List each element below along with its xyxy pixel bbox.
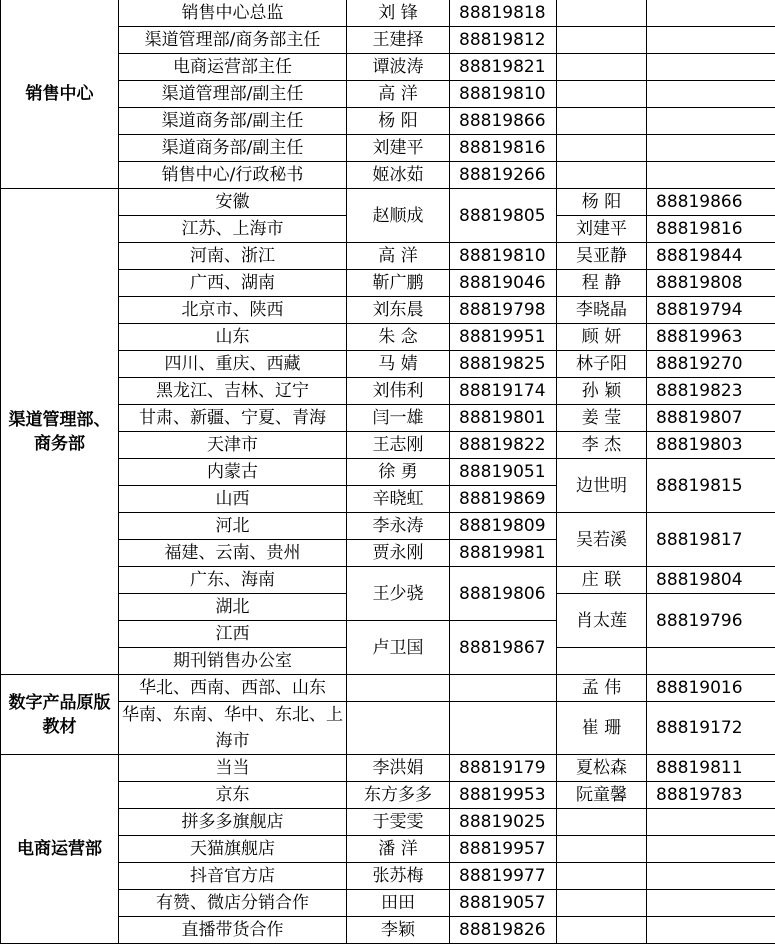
region-cell: 内蒙古	[119, 459, 347, 486]
assistant-phone: 88819796	[647, 594, 775, 648]
phone-number: 88819818	[450, 0, 557, 27]
manager-name: 朱 念	[347, 324, 450, 351]
assistant-name: 边世明	[557, 459, 647, 513]
manager-name: 卢卫国	[347, 621, 450, 675]
assistant-name: 庄 联	[557, 567, 647, 594]
region-cell: 江苏、上海市	[119, 216, 347, 243]
position-title: 电商运营部主任	[119, 54, 347, 81]
assistant-name: 程 静	[557, 270, 647, 297]
channel-cell: 京东	[119, 782, 347, 809]
empty-cell	[557, 54, 647, 81]
person-name: 谭波涛	[347, 54, 450, 81]
assistant-name: 吴亚静	[557, 243, 647, 270]
channel-cell: 抖音官方店	[119, 863, 347, 890]
assistant-phone: 88819963	[647, 324, 775, 351]
person-name: 刘建平	[347, 135, 450, 162]
empty-cell	[647, 0, 775, 27]
manager-name: 刘东晨	[347, 297, 450, 324]
manager-phone: 88819806	[450, 567, 557, 621]
empty-cell	[647, 162, 775, 189]
manager-phone: 88819822	[450, 432, 557, 459]
contact-name: 阮童馨	[557, 782, 647, 809]
contact-name: 夏松森	[557, 755, 647, 782]
empty-cell	[557, 836, 647, 863]
empty-cell	[647, 27, 775, 54]
position-title: 渠道管理部/副主任	[119, 81, 347, 108]
empty-cell	[450, 702, 557, 755]
position-title: 销售中心总监	[119, 0, 347, 27]
empty-cell	[557, 81, 647, 108]
region-cell: 甘肃、新疆、宁夏、青海	[119, 405, 347, 432]
manager-name: 王少骁	[347, 567, 450, 621]
phone-number: 88819821	[450, 54, 557, 81]
empty-cell	[347, 675, 450, 702]
manager-phone: 88819174	[450, 378, 557, 405]
empty-cell	[647, 81, 775, 108]
empty-cell	[450, 675, 557, 702]
empty-cell	[557, 917, 647, 944]
phone-number: 88819826	[450, 917, 557, 944]
person-name: 潘 洋	[347, 836, 450, 863]
phone-number: 88819266	[450, 162, 557, 189]
region-cell: 黑龙江、吉林、辽宁	[119, 378, 347, 405]
person-name: 东方多多	[347, 782, 450, 809]
assistant-phone: 88819817	[647, 513, 775, 567]
manager-phone: 88819867	[450, 621, 557, 675]
person-name: 王建择	[347, 27, 450, 54]
section-label-digital: 数字产品原版教材	[1, 675, 119, 755]
manager-name: 赵顺成	[347, 189, 450, 243]
section-label-sales: 销售中心	[1, 0, 119, 189]
region-cell: 四川、重庆、西藏	[119, 351, 347, 378]
empty-cell	[557, 108, 647, 135]
manager-name: 闫一雄	[347, 405, 450, 432]
channel-cell: 拼多多旗舰店	[119, 809, 347, 836]
assistant-name: 林子阳	[557, 351, 647, 378]
position-title: 渠道商务部/副主任	[119, 108, 347, 135]
region-cell: 山东	[119, 324, 347, 351]
assistant-name: 李晓晶	[557, 297, 647, 324]
empty-cell	[647, 135, 775, 162]
region-cell: 北京市、陕西	[119, 297, 347, 324]
position-title: 销售中心/行政秘书	[119, 162, 347, 189]
section-label-channel: 渠道管理部、商务部	[1, 189, 119, 675]
person-name: 高 洋	[347, 81, 450, 108]
channel-cell: 天猫旗舰店	[119, 836, 347, 863]
assistant-phone: 88819804	[647, 567, 775, 594]
region-cell: 华北、西南、西部、山东	[119, 675, 347, 702]
person-name: 张苏梅	[347, 863, 450, 890]
manager-phone: 88819805	[450, 189, 557, 243]
assistant-phone: 88819270	[647, 351, 775, 378]
position-title: 渠道管理部/商务部主任	[119, 27, 347, 54]
person-name: 田田	[347, 890, 450, 917]
phone-number: 88819057	[450, 890, 557, 917]
region-cell: 湖北	[119, 594, 347, 621]
empty-cell	[647, 809, 775, 836]
phone-number: 88819812	[450, 27, 557, 54]
phone-number: 88819953	[450, 782, 557, 809]
region-cell: 福建、云南、贵州	[119, 540, 347, 567]
manager-name: 李永涛	[347, 513, 450, 540]
manager-phone: 88819825	[450, 351, 557, 378]
manager-phone: 88819801	[450, 405, 557, 432]
assistant-phone: 88819808	[647, 270, 775, 297]
region-cell: 河南、浙江	[119, 243, 347, 270]
manager-phone: 88819809	[450, 513, 557, 540]
empty-cell	[647, 917, 775, 944]
empty-cell	[557, 890, 647, 917]
assistant-name: 刘建平	[557, 216, 647, 243]
region-cell: 山西	[119, 486, 347, 513]
contact-phone: 88819016	[647, 675, 775, 702]
assistant-name: 肖太莲	[557, 594, 647, 648]
phone-number: 88819977	[450, 863, 557, 890]
empty-cell	[647, 108, 775, 135]
manager-phone: 88819051	[450, 459, 557, 486]
region-cell: 广西、湖南	[119, 270, 347, 297]
empty-cell	[647, 648, 775, 675]
channel-cell: 有赞、微店分销合作	[119, 890, 347, 917]
table-row	[1, 755, 775, 782]
manager-name: 王志刚	[347, 432, 450, 459]
manager-name: 马 婧	[347, 351, 450, 378]
assistant-name: 孙 颖	[557, 378, 647, 405]
empty-cell	[347, 702, 450, 755]
section-label-ecommerce: 电商运营部	[1, 755, 119, 944]
assistant-name: 姜 莹	[557, 405, 647, 432]
person-name: 于雯雯	[347, 809, 450, 836]
channel-cell: 直播带货合作	[119, 917, 347, 944]
table-row	[1, 0, 775, 27]
table-row	[1, 189, 775, 216]
manager-phone: 88819951	[450, 324, 557, 351]
region-cell: 江西	[119, 621, 347, 648]
phone-number: 88819025	[450, 809, 557, 836]
contact-name: 崔 珊	[557, 702, 647, 755]
assistant-name: 杨 阳	[557, 189, 647, 216]
person-name: 李洪娟	[347, 755, 450, 782]
manager-phone: 88819810	[450, 243, 557, 270]
assistant-phone: 88819815	[647, 459, 775, 513]
region-cell: 期刊销售办公室	[119, 648, 347, 675]
empty-cell	[647, 863, 775, 890]
empty-cell	[647, 836, 775, 863]
assistant-phone: 88819807	[647, 405, 775, 432]
region-cell: 河北	[119, 513, 347, 540]
person-name: 李颖	[347, 917, 450, 944]
person-name: 刘 锋	[347, 0, 450, 27]
assistant-phone: 88819844	[647, 243, 775, 270]
channel-cell: 当当	[119, 755, 347, 782]
region-cell: 天津市	[119, 432, 347, 459]
person-name: 姬冰茹	[347, 162, 450, 189]
region-cell: 安徽	[119, 189, 347, 216]
manager-name: 徐 勇	[347, 459, 450, 486]
assistant-name: 顾 妍	[557, 324, 647, 351]
assistant-phone: 88819866	[647, 189, 775, 216]
assistant-name: 李 杰	[557, 432, 647, 459]
manager-name: 辛晓虹	[347, 486, 450, 513]
empty-cell	[557, 162, 647, 189]
empty-cell	[557, 648, 647, 675]
person-name: 杨 阳	[347, 108, 450, 135]
assistant-phone: 88819803	[647, 432, 775, 459]
empty-cell	[557, 27, 647, 54]
manager-phone: 88819869	[450, 486, 557, 513]
contact-phone: 88819811	[647, 755, 775, 782]
contact-name: 孟 伟	[557, 675, 647, 702]
assistant-name: 吴若溪	[557, 513, 647, 567]
region-cell: 华南、东南、华中、东北、上海市	[119, 702, 347, 755]
empty-cell	[647, 890, 775, 917]
manager-name: 贾永刚	[347, 540, 450, 567]
phone-number: 88819179	[450, 755, 557, 782]
empty-cell	[557, 809, 647, 836]
assistant-phone: 88819823	[647, 378, 775, 405]
phone-number: 88819866	[450, 108, 557, 135]
empty-cell	[647, 54, 775, 81]
contact-phone: 88819783	[647, 782, 775, 809]
position-title: 渠道商务部/副主任	[119, 135, 347, 162]
empty-cell	[557, 0, 647, 27]
manager-phone: 88819798	[450, 297, 557, 324]
assistant-phone: 88819816	[647, 216, 775, 243]
empty-cell	[557, 863, 647, 890]
manager-phone: 88819981	[450, 540, 557, 567]
phone-number: 88819957	[450, 836, 557, 863]
contact-phone: 88819172	[647, 702, 775, 755]
assistant-phone: 88819794	[647, 297, 775, 324]
manager-name: 刘伟利	[347, 378, 450, 405]
manager-name: 靳广鹏	[347, 270, 450, 297]
empty-cell	[557, 135, 647, 162]
phone-number: 88819816	[450, 135, 557, 162]
manager-name: 高 洋	[347, 243, 450, 270]
region-cell: 广东、海南	[119, 567, 347, 594]
table-row	[1, 675, 775, 702]
manager-phone: 88819046	[450, 270, 557, 297]
phone-number: 88819810	[450, 81, 557, 108]
